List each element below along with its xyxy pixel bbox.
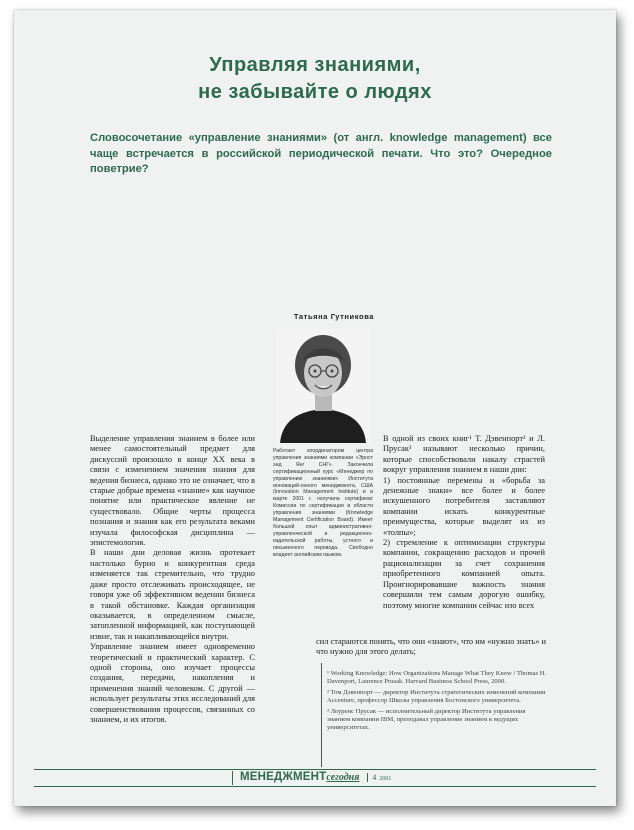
- magazine-page: [14, 10, 616, 806]
- left-column: [90, 434, 255, 725]
- title-line-2: не забывайте о людях: [198, 81, 432, 103]
- footnote-divider: [321, 663, 322, 767]
- paragraph: В наши дни деловая жизнь протекает настолько бурно и конкурентная среда изменяется так стремительно, что трудно даже просто отслеживать происходящее, не говоря уже об эффективном ведении бизнеса в такой обстановке. Каждая организация оказывается, в определенном смысле, затопленной информацией, как поступающей извне, так и накапливающейся внутри.: [90, 548, 255, 641]
- paragraph: 1) постоянные перемены и «борьба за денежные знаки» все более и более искушенного потребителя заставляют компании искать конкурентные преимущества, которые выделят их из «толпы»;: [383, 475, 545, 537]
- author-bio: Работает координатором центра управления знаниями компании «Эрнст энд Янг СНГ». Закончила сертификационный курс «Менеджер по управлению знаниями» Института инноваций-онного менеджмента, США (Innovation Management Institute) и в марте 2001 г. получила сертификат Комиссии по сертификации в области управления знаниями (Knowledge Management Certification Board). Имеет большой опыт административно-управленческой и редакционно-издательской работы, устного и письменного перевода. Свободно владеет английским языком.: [273, 448, 373, 558]
- issue-year: 2001: [379, 776, 392, 782]
- portrait-image: [276, 329, 370, 443]
- paragraph: 2) стремление к оптимизации структуры компании, сокращению расходов и прочей рационализации за счет сохранения приобретенного компанией опыта. Проигнорировавшие важность знания совершили тем самым дорогую ошибку, поэтому многие компании сейчас изо всех: [383, 538, 545, 610]
- footnotes: [327, 670, 547, 735]
- footer-separator: [232, 771, 233, 785]
- author-photo: [276, 329, 370, 443]
- article-lead: Словосочетание «управление знаниями» (от англ. knowledge management) все чаще встречается в российской периодической печати. Что это? Очередное поветрие?: [90, 132, 552, 175]
- issue-number: 4: [367, 773, 376, 782]
- right-column: [383, 434, 545, 611]
- footer-bottom-rule: [34, 786, 596, 787]
- continued-text: сил стараются понять, что они «знают», что им «нужно знать» и что нужно для этого делать;: [316, 637, 546, 657]
- paragraph: В одной из своих книг¹ Т. Дэвенпорт² и Л. Прусак³ называют несколько причин, которые способствовали накалу страстей вокруг управления знанием в наши дни:: [383, 434, 545, 475]
- footnote: ² Том Дэвенпорт — директор Института стратегических изменений компании Accenture, профессор Школы управления Бостонского университета.: [327, 688, 546, 705]
- article-title: [14, 52, 616, 106]
- magazine-brand: МЕНЕДЖМЕНТ: [240, 771, 327, 783]
- footer-top-rule: [34, 769, 596, 770]
- paragraph: Выделение управления знанием в более или менее самостоятельный предмет для дискуссий произошло в конце XX века в связи с изменением значения знания для ведения бизнеса, однако это не означает, что в старые добрые времена «знание» как научное понятие или практическое явление не существовало. Общие черты процесса познания и знания как его результата веками изучала философская дисциплина — эпистемология.: [90, 434, 255, 548]
- author-name: Татьяна Гутникова: [293, 312, 375, 321]
- magazine-brand-suffix: сегодня: [326, 772, 360, 783]
- paragraph: Управление знанием имеет одновременно теоретический и практический характер. С одной стороны, оно изучает процессы создания, передачи, накопления и применения знаний человеком. С другой — использует результаты этих исследований для совершенствования процессов, связанных со знанием, и их итогов.: [90, 642, 255, 724]
- title-line-1: Управляя знаниями,: [209, 54, 421, 76]
- footnote: ³ Лоуренс Прусак — исполнительный директор Института управления знанием компании IBM, преподавал управление знанием в ведущих университетах.: [327, 707, 526, 732]
- footnote: ¹ Working Knowledge: How Organizations Manage What They Know / Thomas H. Davenport, Laurence Prusak. Harvard Business School Press, 2000.: [327, 670, 547, 686]
- magazine-footer: [240, 771, 391, 786]
